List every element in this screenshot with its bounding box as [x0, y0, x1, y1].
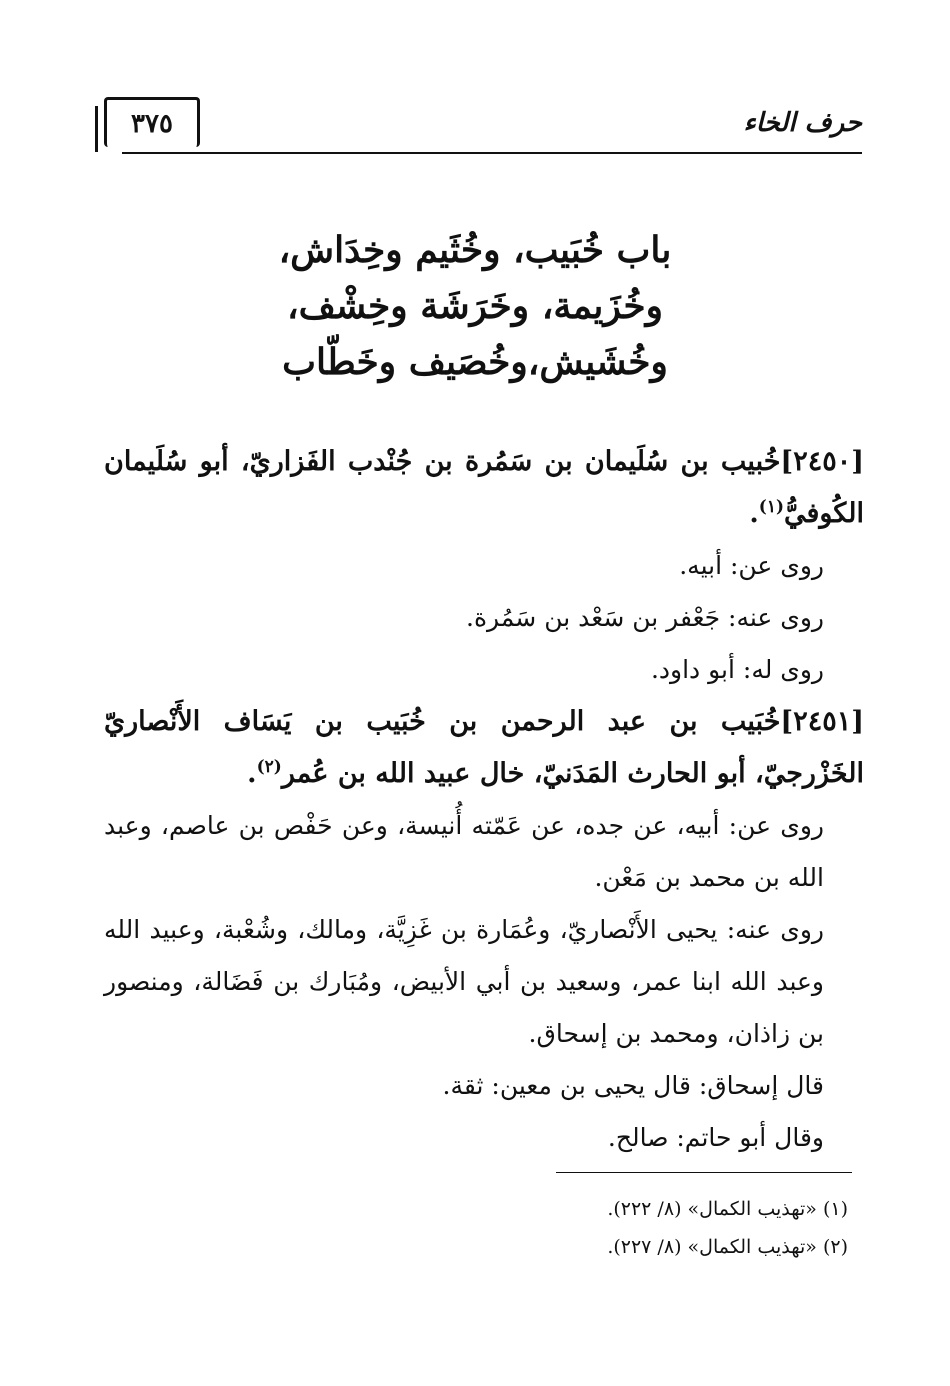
footnotes: [348, 1190, 848, 1266]
narrated-by-paragraph: روى عنه: يحيى الأَنْصاريّ، وعُمَارة بن غَزِيَّة، ومالك، وشُعْبة، وعبيد الله وعبد الله ابنا عمر، وسعيد بن أبي الأبيض، ومُبَارك بن فَضَالة، ومنصور بن زاذان، ومحمد بن إسحاق.: [104, 915, 824, 1048]
narrated-by-line: روى عنه: جَعْفر بن سَعْد بن سَمُرة.: [466, 603, 824, 632]
entry-name: خُبيب بن سُلَيمان بن سَمُرة بن جُنْدب الفَزاريّ، أبو سُلَيمان الكُوفيُّ: [104, 446, 864, 529]
entry-end: .: [749, 498, 759, 529]
abu-hatim-line: وقال أبو حاتم: صالح.: [607, 1123, 824, 1152]
running-head: حرف الخاء: [743, 108, 862, 138]
chapter-title: [150, 222, 800, 390]
footnote-2: (٢) «تهذيب الكمال» (٨/ ٢٢٧).: [607, 1236, 848, 1258]
narrated-from-line: روى عن: أبيه.: [679, 551, 824, 580]
chapter-title-line-1: باب خُبَيب، وخُثَيم وخِدَاش،: [278, 229, 672, 271]
entry-heading-2451: [104, 696, 864, 800]
footnote-rule: [556, 1172, 852, 1173]
narrated-from-paragraph: روى عن: أبيه، عن جده، عن عَمّته أُنيسة، وعن حَفْص بن عاصم، وعبد الله بن محمد بن مَعْن.: [104, 811, 824, 892]
header-rule: [122, 152, 862, 154]
narrated-for-line: روى له: أبو داود.: [650, 655, 824, 684]
footnote-1: (١) «تهذيب الكمال» (٨/ ٢٢٢).: [607, 1198, 848, 1220]
chapter-title-line-3: وخُشَيش،وخُصَيف وخَطّاب: [282, 341, 668, 383]
entry-number: [٢٤٥١]: [780, 706, 864, 737]
entry-end: .: [247, 758, 257, 789]
footnote-reference: (١): [758, 497, 784, 517]
page-number: [104, 97, 200, 147]
entry-number: [٢٤٥٠]: [780, 446, 864, 477]
ishaq-quote-line: قال إسحاق: قال يحيى بن معين: ثقة.: [442, 1071, 824, 1100]
footnote-reference: (٢): [256, 757, 282, 777]
main-text: [104, 436, 864, 1164]
page-number-text: ٣٧٥: [131, 108, 173, 139]
chapter-title-line-2: وخُزَيمة، وخَرَشَة وخِشْف،: [287, 285, 663, 327]
entry-name: خُبَيب بن عبد الرحمن بن خُبَيب بن يَسَاف الأَنْصاريّ الخَزْرجيّ، أبو الحارث المَدَنيّ، خال عبيد الله بن عُمر: [104, 706, 864, 789]
entry-heading-2450: [104, 436, 864, 540]
